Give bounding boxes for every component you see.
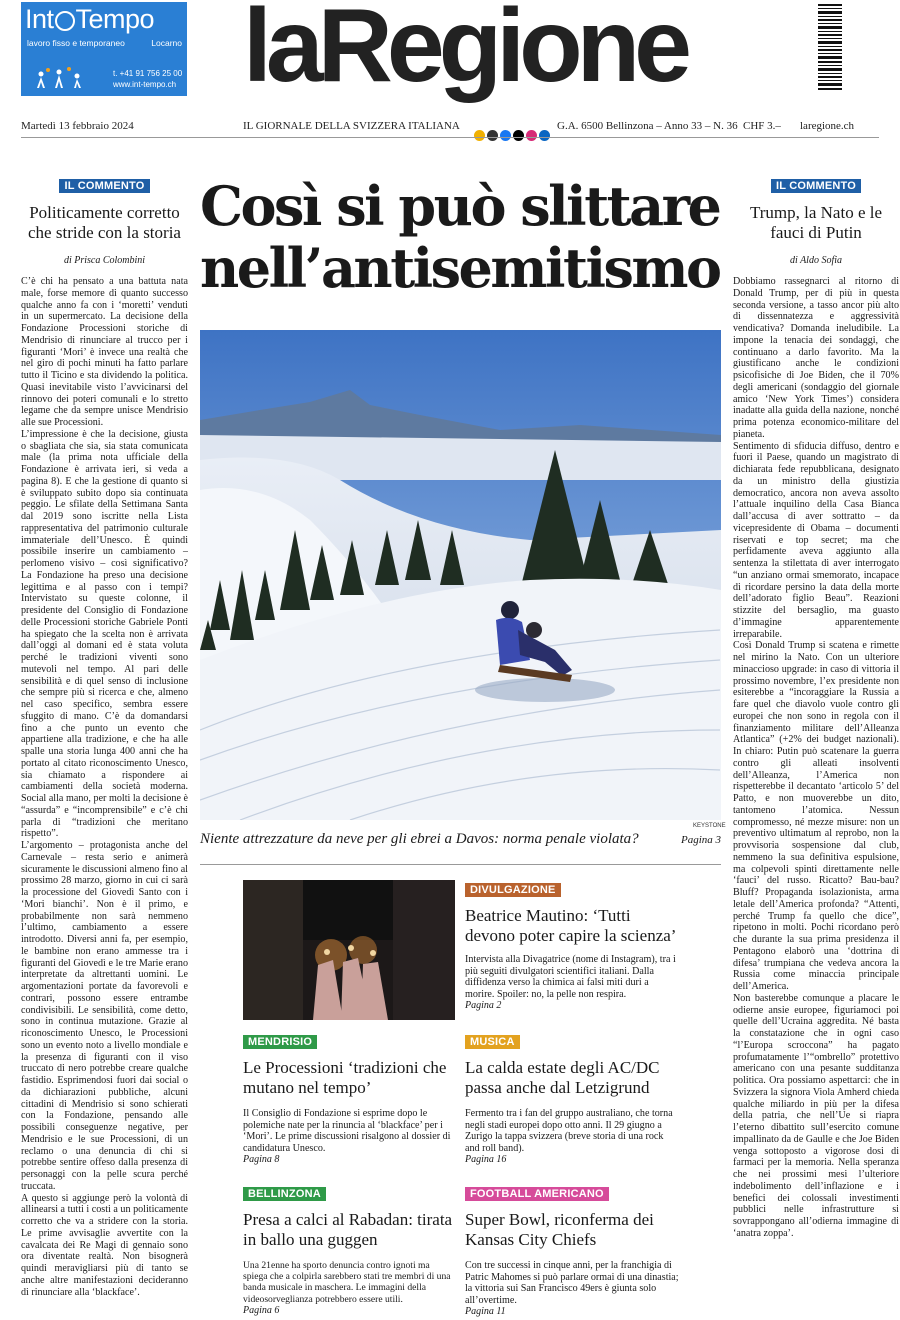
lead-photo-sledding[interactable] (200, 330, 721, 820)
story-bellinzona[interactable] (243, 1184, 455, 1316)
story-label: MENDRISIO (243, 1035, 317, 1049)
ad-contact: t. +41 91 756 25 00 www.int-tempo.ch (113, 69, 183, 89)
story-page: Pagina 11 (465, 1306, 506, 1318)
newspaper-subtitle: IL GIORNALE DELLA SVIZZERA ITALIANA (243, 120, 460, 132)
photo-credit: KEYSTONE (693, 823, 726, 829)
story-title[interactable]: La calda estate degli AC/DC passa anche dal Letzigrund (465, 1058, 660, 1097)
story-page: Pagina 2 (465, 1000, 502, 1012)
lead-divider (200, 864, 721, 865)
story-page: Pagina 8 (243, 1154, 280, 1166)
masthead-title[interactable]: laRegione (243, 0, 686, 104)
lead-page-ref: Pagina 3 (680, 834, 721, 846)
right-comment-title[interactable]: Trump, la Nato e le fauci di Putin (749, 203, 883, 242)
facebook-icon[interactable] (500, 130, 511, 141)
lead-headline[interactable]: Così si può slittare nell’antisemitismo (200, 174, 720, 300)
left-comment-body: C’è chi ha pensato a una battuta nata male, forse memore di quanto successo qualche anno fa con i ‘moretti’ venduti in un supermercato. La decisione della Fondazione Processioni storiche di Mendrisio di rinunciare al trucco per i figuranti ‘Mori’ è invece una realtà che nel giro di pochi minuti ha fatto parlare tutto il Ticino e sta dividendo la politica. Quasi inevitabile visto l’avvicinarsi del rinnovo dei poteri comunali e lo stretto legame che da sempre unisce Mendrisio alle sue Processioni. L’impressione è che la decisione, giusta o sbagliata che sia, sia stata comunicata male (la prima nota ufficiale della Fondazione è arrivata ieri, si veda a pagina 8). E che la gestione di quanto si è sviluppato subito dopo sia continuata peggio. Le sfilate della Settimana Santa dal 2019 sono iscritte nella Lista rappresentativa del patrimonio culturale immateriale dell’Unesco. È quindi possibile inserire un cambiamento – perlomeno visivo – così significativo? La Fondazione ha preso una decisione legittima e al passo con i tempi? Intervistato su queste colonne, il presidente del Consiglio di Fondazione delle Processioni storiche Gabriele Ponti ha spiegato che la scelta non è arrivata dall’oggi al domani ed è stata voluta perché le tradizioni viventi sono mutevoli nel tempo. Al pari delle sensibilità e di quel senso di inclusione che sempre più si ricerca e che, almeno nel caso specifico, sembra essere sfuggito di mano. C’è da domandarsi fino a che punto un evento che appartiene alla tradizione, e che ha alle spalle una storia lunga 400 anni che ha portato al citato riconoscimento Unesco, sia chiamato a rispondere ai cambiamenti della società moderna. Social alla mano, per molti la decisione è “assurda” e “incomprensibile” e c’è chi parla di “tradizioni che meritano rispetto”. L’argomento – protagonista anche del Carnevale – resta serio e animerà sicuramente le discussioni almeno fino al prossimo 28 marzo, giorno in cui ci sarà la processione del Giovedì Santo con i ‘Mori bianchi’. Non è il primo, e probabilmente non sarà nemmeno l’ultimo, cambiamento a essere introdotto. Diversi anni fa, per esempio, le bambine non erano ammesse tra i figuranti del Giovedì e le tre Marie erano interpretate da altrettanti uomini. Le argomentazioni portate da favorevoli e contrari, possono essere entrambe condivisibili. Le sensibilità, come detto, sono in continua mutazione. Grazie al riconoscimento Unesco, le Processioni sono un evento noto a livello mondiale e la presenza di figuranti con il viso truccato di nero potrebbe creare qualche fastidio. Esprimendosi fuori dai social o da dichiarazioni pubbliche, alcuni cittadini di Mendrisio si sono schierati con la Fondazione, pensando alle possibili conseguenze negative, per Mendrisio e le sue Processioni, di un reclamo o una denuncia di chi si potrebbe sentire offeso dalla presenza di personaggi con la pelle scura perché truccata. A questo si aggiunge però la volontà di allinearsi a tutti i costi a un politicamente corretto che va a stridere con la storia. Le prime avvisaglie avvertite con la cavalcata dei Re Magi di gennaio sono ora diventate realtà. Non bisognerà quindi meravigliarsi più di tanto se anche altre manifestazioni decideranno di rinunciare alla ‘blackface’. (21, 276, 188, 1298)
website-link[interactable]: laregione.ch (800, 120, 855, 132)
ad-brand: Int Tempo (25, 4, 155, 34)
linkedin-icon[interactable] (539, 130, 550, 141)
instagram-icon[interactable] (526, 130, 537, 141)
x-icon[interactable] (513, 130, 524, 141)
story-page: Pagina 16 (465, 1154, 507, 1166)
story-musica[interactable] (465, 1032, 680, 1165)
story-label: DIVULGAZIONE (465, 883, 561, 897)
barcode-icon (816, 2, 844, 94)
story-text: Fermento tra i fan del gruppo australiano, che torna negli stadi europei dopo otto anni. Il 29 giugno a Zurigo la tappa svizzera (breve storia di una rock and roll band). (465, 1108, 673, 1154)
story-title[interactable]: Presa a calci al Rabadan: tirata in ballo una guggen (243, 1210, 453, 1249)
right-comment-byline: di Aldo Sofia (789, 255, 843, 266)
story-text: Il Consiglio di Fondazione si esprime dopo le polemiche nate per la rinuncia al ‘blackface’ per i ‘Mori’. Le prime discussioni risalgono al dossier di candidatura Unesco. (243, 1108, 451, 1154)
app-icon[interactable] (474, 130, 485, 141)
left-comment-column (21, 176, 188, 1316)
ad-logo-ring-icon (55, 11, 75, 31)
left-comment-byline: di Prisca Colombini (63, 255, 146, 266)
price: CHF 3.– (743, 120, 781, 132)
story-mendrisio[interactable] (243, 1032, 455, 1165)
advertisement-inttempo[interactable] (21, 2, 187, 96)
issue-date: Martedì 13 febbraio 2024 (21, 120, 134, 132)
ad-figures-icon (29, 64, 109, 94)
social-icons (474, 130, 550, 141)
right-comment-column (733, 176, 899, 1320)
ad-location: Locarno (151, 38, 182, 48)
story-label: BELLINZONA (243, 1187, 326, 1201)
story-title[interactable]: Le Processioni ‘tradizioni che mutano nel tempo’ (243, 1058, 447, 1097)
edition-info: G.A. 6500 Bellinzona – Anno 33 – N. 36 (557, 120, 738, 132)
story-label: MUSICA (465, 1035, 520, 1049)
story-text: Intervista alla Divagatrice (nome di Instagram), tra i più seguiti divulgatori scientifici italiani. Dalla diffidenza verso la chimica ai falsi miti duri a morire. Spoiler: no, la pelle non respira. (465, 954, 676, 1000)
story-label: FOOTBALL AMERICANO (465, 1187, 609, 1201)
ad-tagline: lavoro fisso e temporaneo (27, 38, 125, 48)
story-football[interactable] (465, 1184, 680, 1317)
left-comment-title[interactable]: Politicamente corretto che stride con la storia (28, 203, 181, 242)
story-text: Una 21enne ha sporto denuncia contro ignoti ma spiega che a colpirla sarebbero stati tre membri di una banda musicale in maschera. Le immagini della videosorveglianza potrebbero essere utili. (243, 1260, 451, 1305)
story-title[interactable]: Super Bowl, riconferma dei Kansas City Chiefs (465, 1210, 654, 1249)
right-comment-body: Dobbiamo rassegnarci al ritorno di Donald Trump, per di più in questa seconda versione, a tasso ancor più alto di dissennatezza e aggressività vendicativa? Domanda ineludibile. La impone la tenacia dei sondaggi, che continuano a darlo favorito. Ma la giustificano anche le condizioni psicofisiche di Joe Biden, che il 70% degli americani (sondaggio del giornale amico ‘New York Times’) considera inadatte alla guida della nazione, nonché prima potenza economico-militare del pianeta. Sentimento di sfiducia diffuso, dentro e fuori il Paese, quando un magistrato di dichiarata fede repubblicana, designato da un ministro della giustizia democratico, ancora non aveva assolto l’attuale inquilino della Casa Bianca dall’accusa di aver sottratto – da vicepresidente di Obama – documenti riservati e top secret; ma che perfidamente aveva aggiunto alla sentenza la stilettata di aver interrogato “un anziano ormai smemorato, incapace di ricordare persino la data della morte dell’adorato figlio Beau”. Reazioni stizzite del bersaglio, ma guasto d’immagine apparentemente irreparabile. Così Donald Trump si scatena e rimette nel mirino la Nato. Con un ulteriore minaccioso upgrade: in caso di vittoria il prossimo novembre, l’ex presidente non esiterebbe a “incoraggiare la Russia a fare quel che diavolo vuole contro gli europei che non sono in regola con il finanziamento militare dell’Alleanza Atlantica” (+2% dei budget nazionali). In chiaro: Putin può scatenare la guerra contro gli alleati insolventi dell’Alleanza, l’America non rispetterebbe il decantato ‘articolo 5’ del Patto, e non muoverebbe un dito, tantomeno l’atomica. Nessun compromesso, né mezze misure: non un preventivo ultimatum al reprobo, non la provvisoria sospensione dal club, nemmeno la sua definitiva espulsione, ma colpevoli spinti direttamente nelle ‘fauci’ del russo. Ricatto? Bau-bau? Bluff? Propaganda isolazionista, arma letale dell’America profonda? “Attenti, perché Trump fa quello che dice”, ripetono in molti. Pochi ricordano però che durante la sua prima presidenza il Pentagono elaborò una ‘dottrina di difesa’ trumpiana che vedeva ancora la Russia come minaccia principale dell’America. Non basterebbe comunque a placare le odierne ansie europee, figuriamoci poi quelle dell’Ucraina aggredita. Né basta la constatazione che in ogni caso “l’Europa scroccona” ha pagato profumatamente l’“ombrello” protettivo americano con una pesante sudditanza politica. Ora possiamo aspettarci: che in Svizzera la signora Viola Amherd chieda qualche miliardo in più per la difesa della patria, che nell’Ue si riapra l’eterno dibattito sull’esercito comune impallinato da de Gaulle e che Joe Biden venga sottoposto a vigorose dosi di farmaci per la memoria. Nella speranza che nei prossimi mesi l’ulteriore indebolimento dell’inflazione e i benefici dei colossali investimenti pubblici nelle infrastrutture si sovrappongano all’odierna immagine di ‘anatra zoppa’. (733, 276, 899, 1239)
story-text: Con tre successi in cinque anni, per la franchigia di Patric Mahomes si può parlare ormai di una dinastia; la vittoria sui San Francisco 49ers è giunta solo all’overtime. (465, 1260, 679, 1306)
comment-label: IL COMMENTO (59, 179, 149, 193)
processions-photo[interactable] (243, 880, 455, 1020)
header-divider (21, 137, 879, 138)
comment-label: IL COMMENTO (771, 179, 861, 193)
story-page: Pagina 6 (243, 1304, 280, 1316)
lead-caption[interactable]: Niente attrezzature da neve per gli ebrei a Davos: norma penale violata? Pagina 3 (200, 831, 721, 847)
story-title[interactable]: Beatrice Mautino: ‘Tutti devono poter capire la scienza’ (465, 906, 677, 945)
newsletter-icon[interactable] (487, 130, 498, 141)
story-divulgazione[interactable] (465, 880, 680, 1011)
